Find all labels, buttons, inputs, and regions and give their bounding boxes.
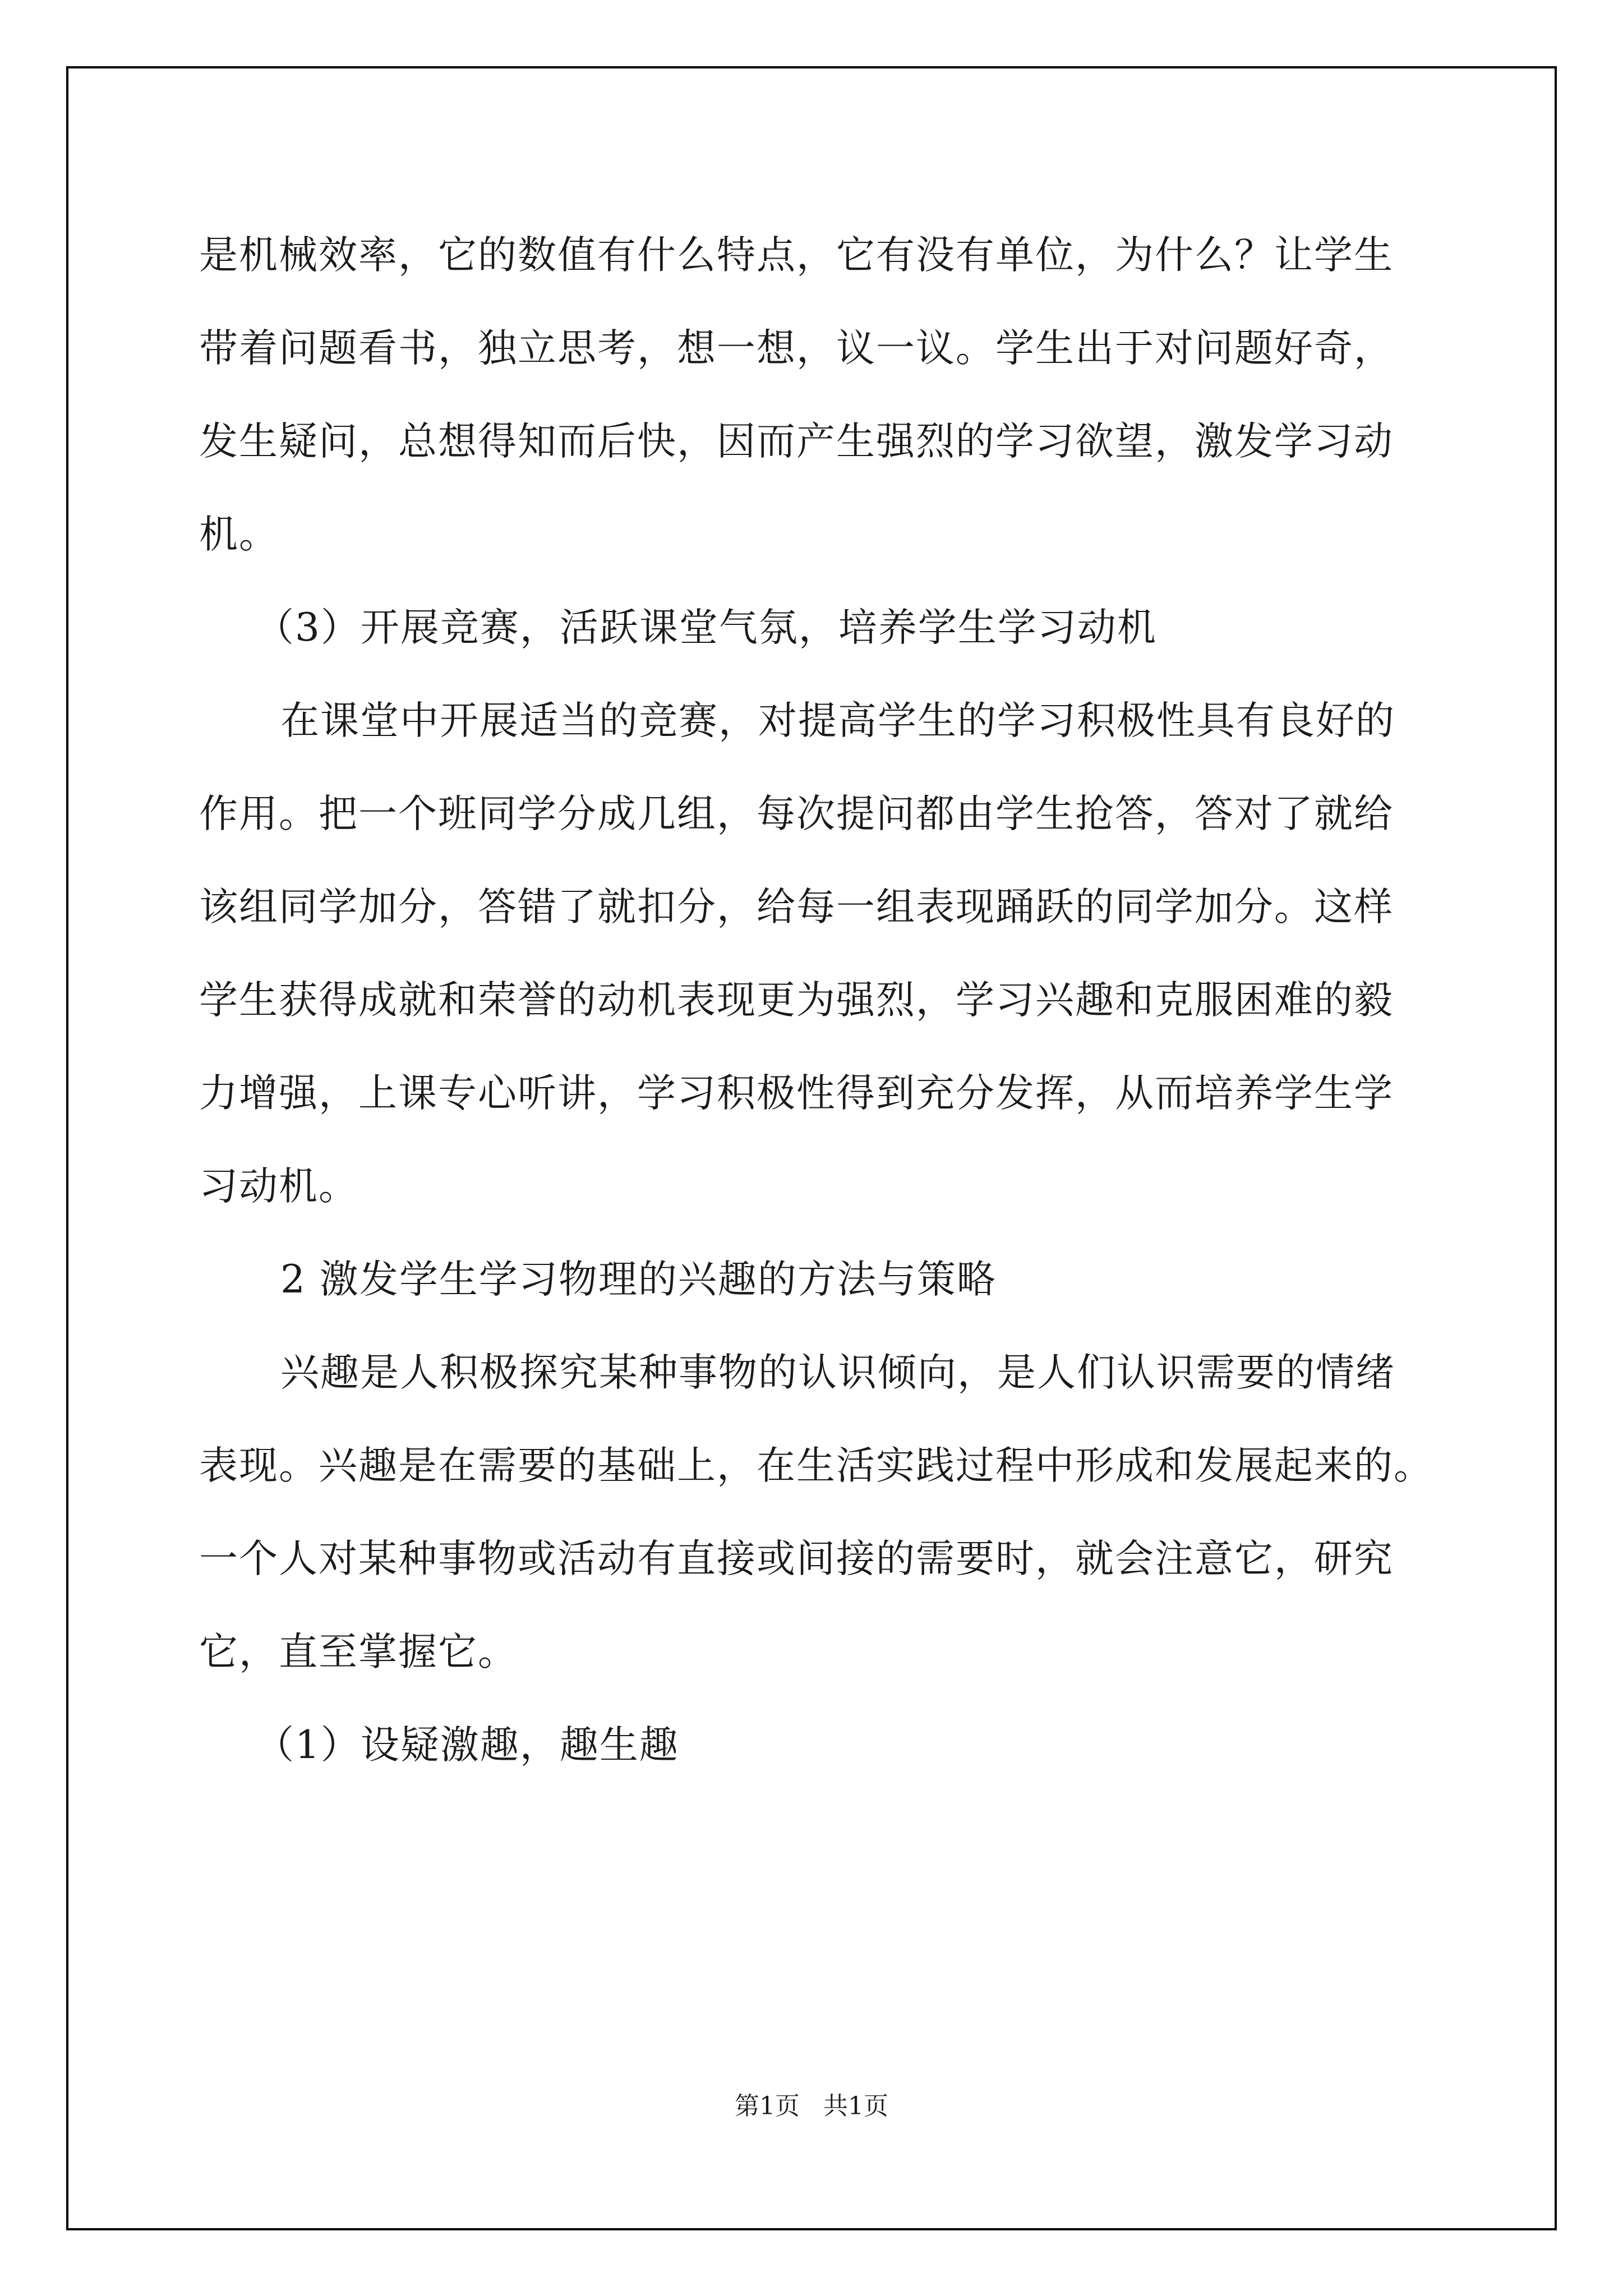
- paragraph-line: 一个人对某种事物或活动有直接或间接的需要时，就会注意它，研究: [199, 1536, 1394, 1581]
- paragraph-line: 机。: [199, 512, 279, 557]
- page-footer: 第1页 共1页: [735, 2092, 888, 2120]
- paragraph-line: 是机械效率，它的数值有什么特点，它有没有单位，为什么？让学生: [199, 233, 1394, 278]
- paragraph-line: 习动机。: [199, 1164, 358, 1209]
- paragraph-line: 表现。兴趣是在需要的基础上，在生活实践过程中形成和发展起来的。: [199, 1443, 1433, 1488]
- section-heading: （3）开展竞赛，活跃课堂气氛，培养学生学习动机: [255, 605, 1157, 650]
- page-border: [66, 66, 1557, 2230]
- paragraph-line: 在课堂中开展适当的竞赛，对提高学生的学习积极性具有良好的: [280, 698, 1395, 743]
- paragraph-line: 它，直至掌握它。: [199, 1630, 518, 1674]
- section-heading: 2 激发学生学习物理的兴趣的方法与策略: [280, 1257, 997, 1302]
- paragraph-line: 学生获得成就和荣誉的动机表现更为强烈，学习兴趣和克服困难的毅: [199, 978, 1394, 1023]
- paragraph-line: 兴趣是人积极探究某种事物的认识倾向，是人们认识需要的情绪: [280, 1350, 1395, 1395]
- paragraph-line: 该组同学加分，答错了就扣分，给每一组表现踊跃的同学加分。这样: [199, 885, 1394, 930]
- paragraph-line: 作用。把一个班同学分成几组，每次提问都由学生抢答，答对了就给: [199, 792, 1394, 836]
- paragraph-line: 带着问题看书，独立思考，想一想，议一议。学生出于对问题好奇，: [199, 326, 1394, 371]
- paragraph-line: 力增强，上课专心听讲，学习积极性得到充分发挥，从而培养学生学: [199, 1071, 1394, 1116]
- section-heading: （1）设疑激趣，趣生趣: [255, 1723, 679, 1768]
- paragraph-line: 发生疑问，总想得知而后快，因而产生强烈的学习欲望，激发学习动: [199, 419, 1394, 464]
